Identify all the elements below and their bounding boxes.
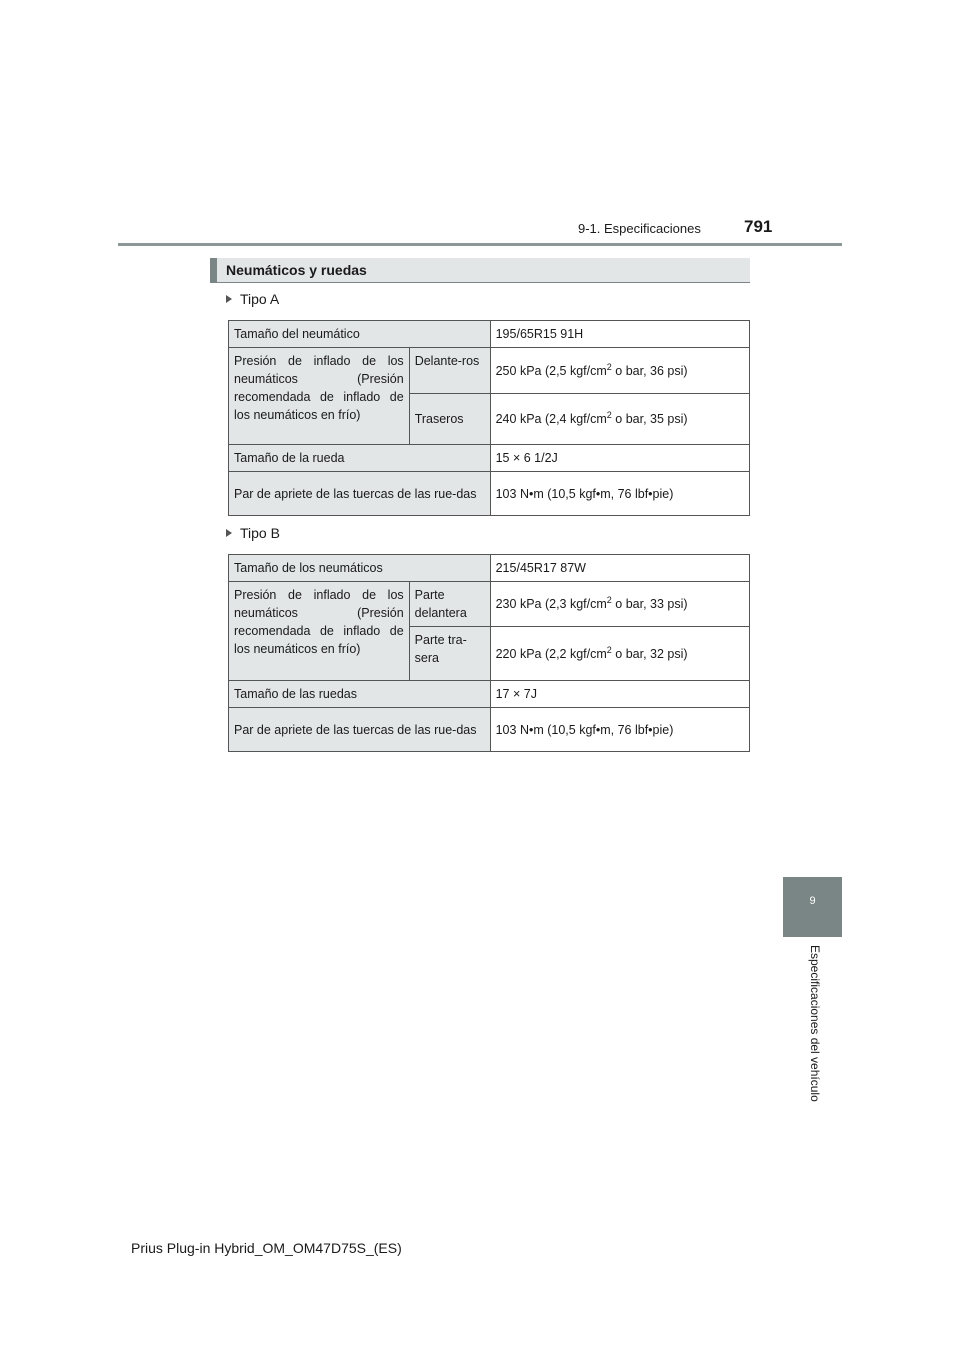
table-row [229, 681, 750, 708]
pressure-label: Presión de inflado de los neumáticos (Presión recomendada de inflado de los neumáticos en frío) [229, 582, 410, 681]
rear-label: Parte tra-sera [409, 627, 490, 681]
header-divider [118, 243, 842, 246]
front-label: Delante-ros [409, 348, 490, 394]
torque-label: Par de apriete de las tuercas de las rue-das [229, 708, 491, 752]
tipo-b-table [228, 554, 750, 752]
table-row [229, 582, 750, 627]
tipo-a-table [228, 320, 750, 516]
triangle-bullet-icon [226, 295, 232, 303]
torque-value: 103 N•m (10,5 kgf•m, 76 lbf•pie) [490, 708, 749, 752]
front-pressure-value: 230 kPa (2,3 kgf/$cm^2$ o bar, 33 psi) [490, 582, 749, 627]
chapter-tab [783, 877, 842, 937]
rear-pressure-value: 240 kPa (2,4 kgf/$cm^2$ o bar, 35 psi) [490, 394, 749, 445]
tipo-b-heading [226, 525, 280, 541]
chapter-section-title: 9-1. Especificaciones [578, 221, 701, 236]
wheel-size-label: Tamaño de las ruedas [229, 681, 491, 708]
table-row [229, 708, 750, 752]
chapter-side-label: Especificaciones del vehículo [808, 945, 822, 1102]
front-label: Parte delantera [409, 582, 490, 627]
torque-label: Par de apriete de las tuercas de las rue-das [229, 472, 491, 516]
page-number: 791 [744, 217, 773, 236]
rear-label: Traseros [409, 394, 490, 445]
tipo-a-label: Tipo A [240, 291, 280, 307]
chapter-number: 9 [809, 895, 816, 907]
tire-size-label: Tamaño de los neumáticos [229, 555, 491, 582]
table-row [229, 348, 750, 394]
wheel-size-value: 15 × 6 1/2J [490, 445, 749, 472]
section-heading-marker [210, 258, 217, 283]
torque-value: 103 N•m (10,5 kgf•m, 76 lbf•pie) [490, 472, 749, 516]
document-footer: Prius Plug-in Hybrid_OM_OM47D75S_(ES) [131, 1240, 402, 1256]
triangle-bullet-icon [226, 529, 232, 537]
table-row [229, 555, 750, 582]
front-pressure-value: 250 kPa (2,5 kgf/$cm^2$ o bar, 36 psi) [490, 348, 749, 394]
table-row [229, 472, 750, 516]
wheel-size-value: 17 × 7J [490, 681, 749, 708]
tire-size-value: 195/65R15 91H [490, 321, 749, 348]
section-heading [210, 258, 750, 283]
section-heading-text: Neumáticos y ruedas [226, 262, 367, 278]
wheel-size-label: Tamaño de la rueda [229, 445, 491, 472]
table-row [229, 445, 750, 472]
tire-size-value: 215/45R17 87W [490, 555, 749, 582]
tire-size-label: Tamaño del neumático [229, 321, 491, 348]
table-row [229, 321, 750, 348]
tipo-a-heading [226, 291, 279, 307]
rear-pressure-value: 220 kPa (2,2 kgf/$cm^2$ o bar, 32 psi) [490, 627, 749, 681]
tipo-b-label: Tipo B [240, 525, 280, 541]
pressure-label: Presión de inflado de los neumáticos (Presión recomendada de inflado de los neumáticos en frío) [229, 348, 410, 445]
